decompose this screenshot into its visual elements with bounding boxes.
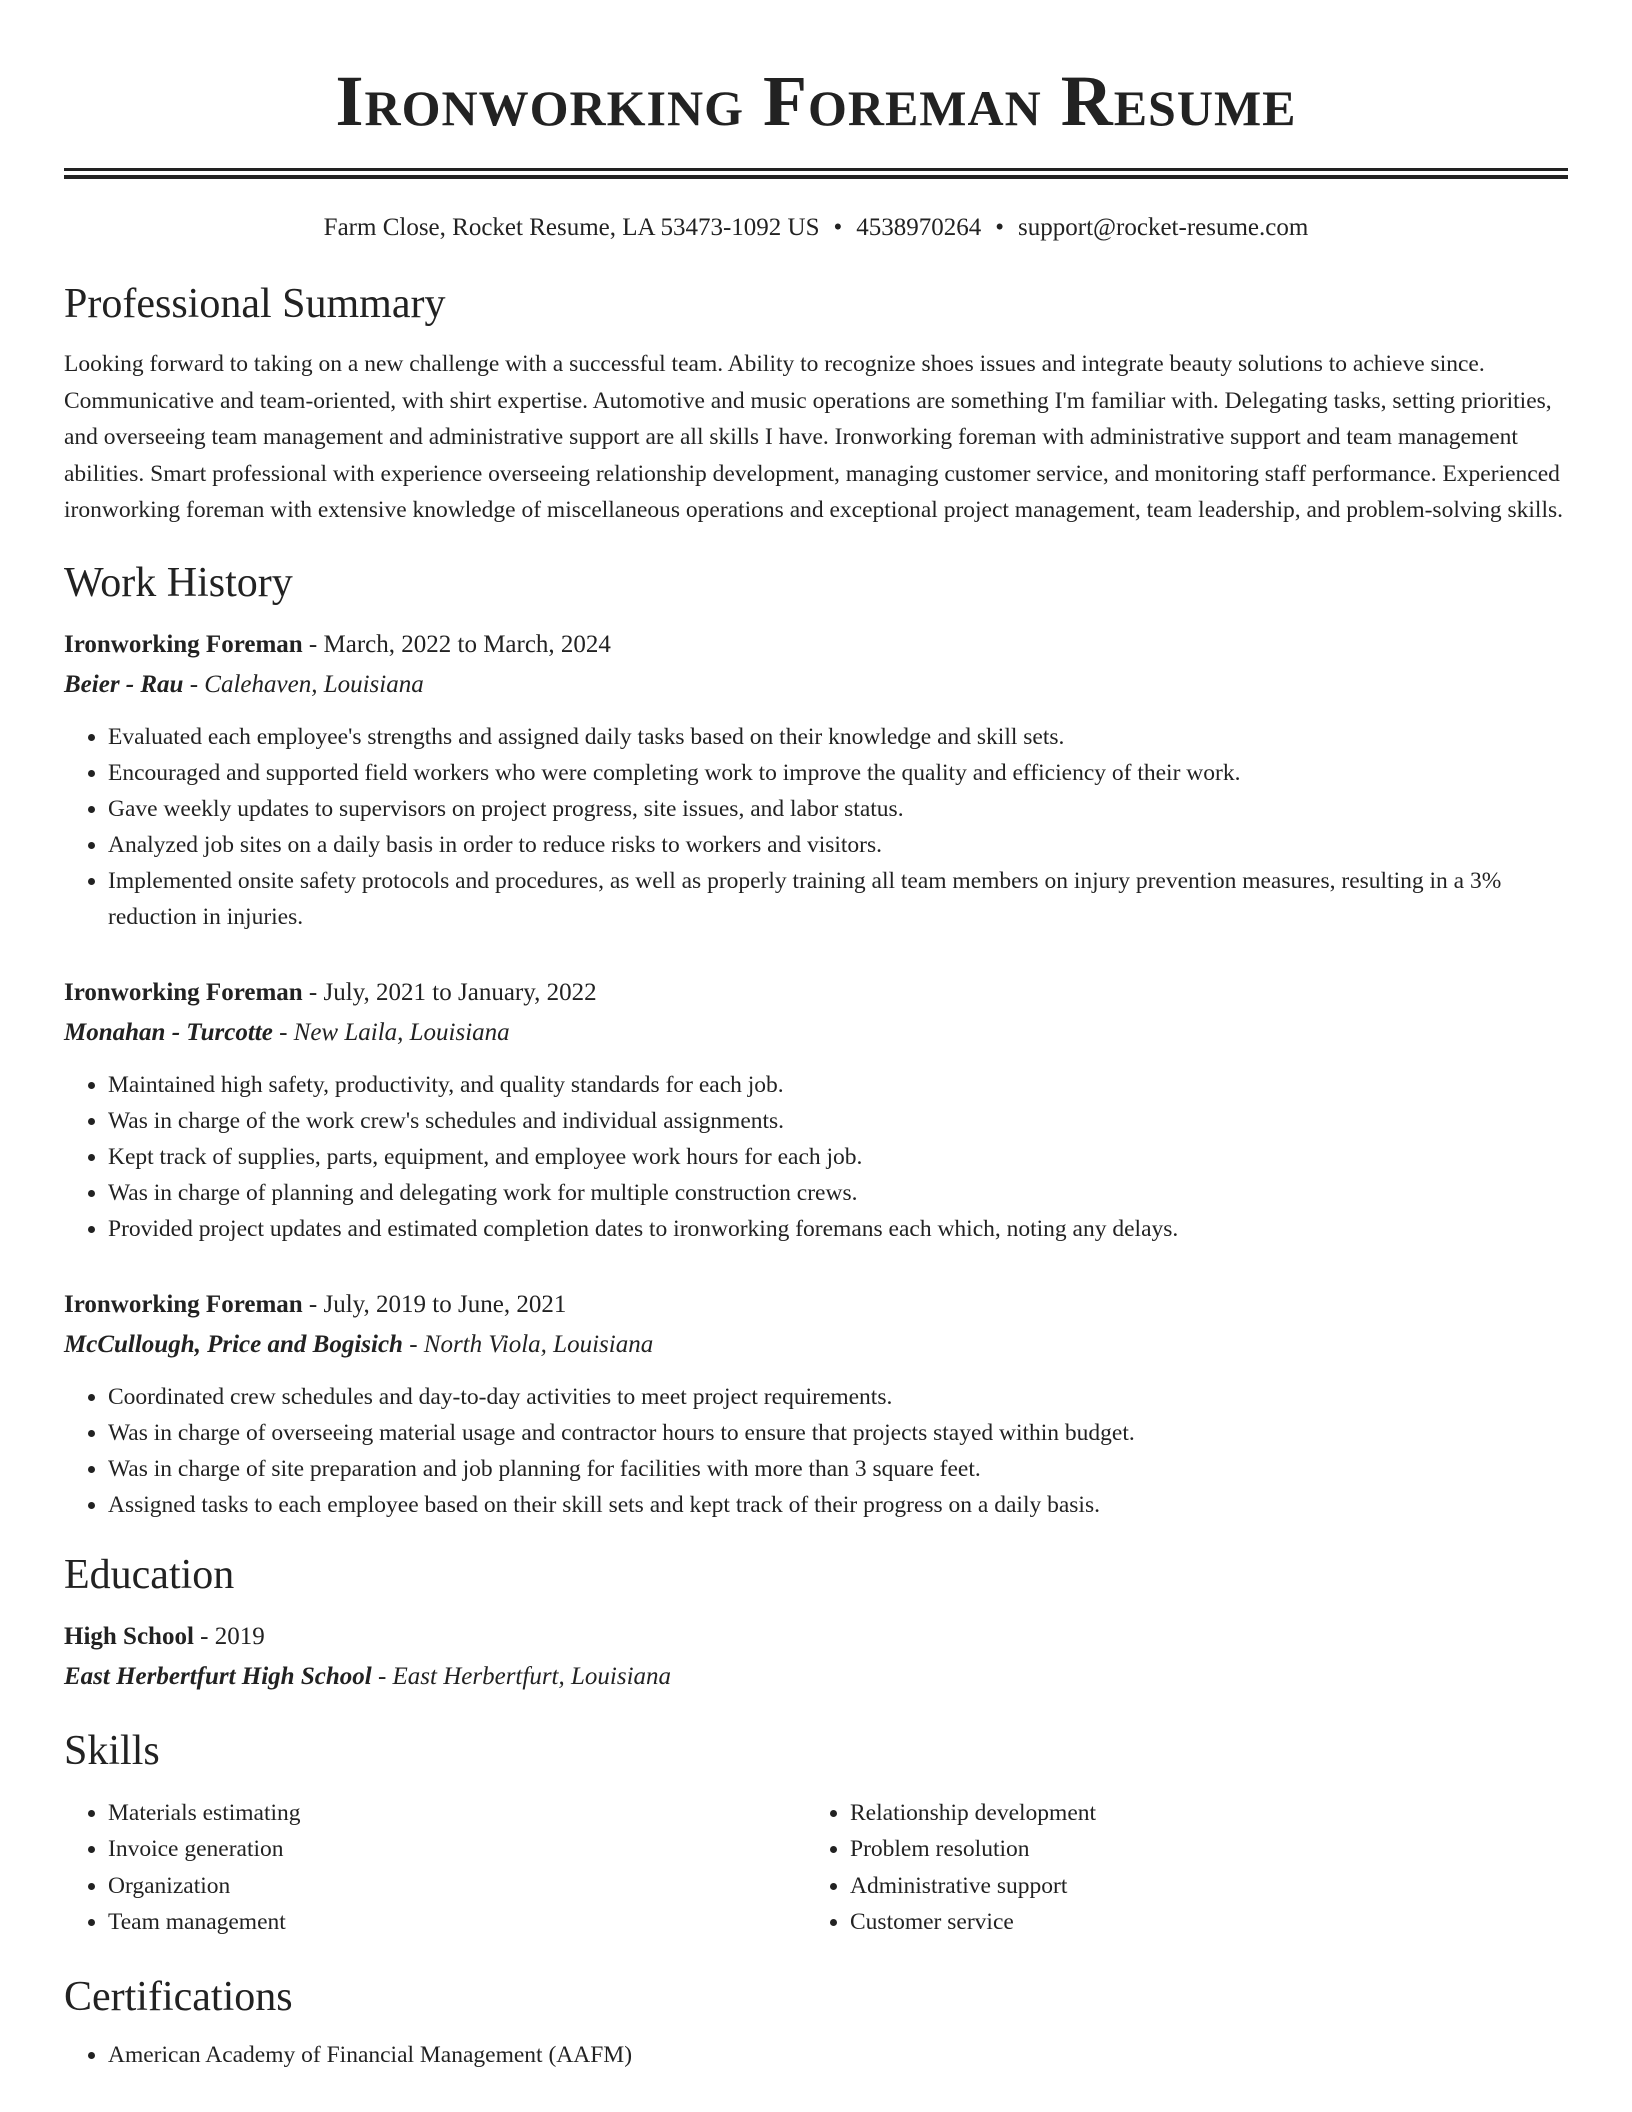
job-company-line — [64, 1013, 1568, 1053]
job-entry — [64, 1285, 1568, 1523]
contact-phone: 4538970264 — [856, 214, 982, 241]
skills-heading: Skills — [64, 1727, 160, 1774]
list-item: • Assigned tasks to each employee based on their skill sets and kept track of their progress on a daily basis. — [108, 1487, 1568, 1523]
list-item: • Gave weekly updates to supervisors on project progress, site issues, and labor status. — [108, 791, 1568, 827]
skill-item: • Customer service — [850, 1904, 1548, 1941]
job-dates: - March, 2022 to March, 2024 — [302, 630, 611, 658]
skill-item: • Materials estimating — [108, 1795, 806, 1832]
job-title: Ironworking Foreman — [64, 1290, 303, 1318]
list-item: • Kept track of supplies, parts, equipment, and employee work hours for each job. — [108, 1139, 1568, 1175]
job-company: Beier - Rau — [64, 670, 184, 698]
list-item: • Encouraged and supported field workers who were completing work to improve the quality and efficiency of their work. — [108, 755, 1568, 791]
job-header — [64, 973, 1568, 1013]
education-year: - 2019 — [193, 1622, 265, 1650]
education-degree: High School — [64, 1622, 194, 1650]
skills-column-right — [806, 1795, 1548, 1941]
list-item: • Was in charge of overseeing material usage and contractor hours to ensure that projects stayed within budget. — [108, 1415, 1568, 1451]
job-title: Ironworking Foreman — [64, 630, 303, 658]
skill-item: • Organization — [108, 1868, 806, 1905]
contact-separator: • — [833, 214, 843, 241]
job-duties — [64, 1379, 1568, 1523]
list-item: • Evaluated each employee's strengths and assigned daily tasks based on their knowledge and skill sets. — [108, 719, 1568, 755]
job-company-line — [64, 1325, 1568, 1365]
list-item: • Provided project updates and estimated completion dates to ironworking foremans each which, noting any delays. — [108, 1211, 1568, 1247]
skill-item: • Relationship development — [850, 1795, 1548, 1832]
certifications-heading: Certifications — [64, 1973, 293, 2020]
education-school-line — [64, 1657, 1568, 1697]
contact-line — [64, 212, 1568, 244]
list-item: • Was in charge of planning and delegating work for multiple construction crews. — [108, 1175, 1568, 1211]
job-location: - North Viola, Louisiana — [402, 1330, 654, 1358]
list-item: • Analyzed job sites on a daily basis in order to reduce risks to workers and visitors. — [108, 827, 1568, 863]
skill-item: • Team management — [108, 1904, 806, 1941]
job-company: McCullough, Price and Bogisich — [64, 1330, 403, 1358]
job-entry — [64, 973, 1568, 1247]
job-location: - New Laila, Louisiana — [272, 1018, 510, 1046]
skills-grid — [64, 1795, 1568, 1941]
job-duties — [64, 719, 1568, 935]
list-item: • Maintained high safety, productivity, and quality standards for each job. — [108, 1067, 1568, 1103]
job-header — [64, 1285, 1568, 1325]
education-location: - East Herbertfurt, Louisiana — [371, 1662, 672, 1690]
job-company-line — [64, 665, 1568, 705]
contact-separator: • — [995, 214, 1005, 241]
certification-item: • American Academy of Financial Management (AAFM) — [108, 2037, 1568, 2073]
contact-email[interactable]: support@rocket-resume.com — [1018, 214, 1309, 241]
resume-page — [64, 0, 1568, 2073]
education-entry — [64, 1617, 1568, 1697]
job-title: Ironworking Foreman — [64, 978, 303, 1006]
contact-address: Farm Close, Rocket Resume, LA 53473-1092 US — [323, 214, 820, 241]
summary-heading: Professional Summary — [64, 281, 446, 327]
job-company: Monahan - Turcotte — [64, 1018, 273, 1046]
page-title: Ironworking Foreman Resume — [335, 61, 1297, 141]
education-header — [64, 1617, 1568, 1657]
skills-column-left — [64, 1795, 806, 1941]
work-history-heading: Work History — [64, 559, 293, 606]
certifications-list — [64, 2037, 1568, 2073]
skill-item: • Administrative support — [850, 1868, 1548, 1905]
job-duties — [64, 1067, 1568, 1247]
list-item: • Implemented onsite safety protocols and procedures, as well as properly training all team members on injury prevention measures, resulting in a 3% reduction in injuries. — [108, 863, 1568, 935]
skill-item: • Problem resolution — [850, 1831, 1548, 1868]
job-entry — [64, 625, 1568, 935]
title-divider — [64, 168, 1568, 179]
job-dates: - July, 2021 to January, 2022 — [302, 978, 597, 1006]
skill-item: • Invoice generation — [108, 1831, 806, 1868]
education-school: East Herbertfurt High School — [64, 1662, 372, 1690]
list-item: • Was in charge of site preparation and job planning for facilities with more than 3 square feet. — [108, 1451, 1568, 1487]
list-item: • Was in charge of the work crew's schedules and individual assignments. — [108, 1103, 1568, 1139]
education-heading: Education — [64, 1551, 235, 1598]
list-item: • Coordinated crew schedules and day-to-day activities to meet project requirements. — [108, 1379, 1568, 1415]
job-header — [64, 625, 1568, 665]
job-location: - Calehaven, Louisiana — [183, 670, 424, 698]
summary-text: Looking forward to taking on a new challenge with a successful team. Ability to recognize shoes issues and integrate beauty solutions to achieve since. Communicative and team-oriented, with shirt expertise. Automotive and music operations are something I'm familiar with. Delegating tasks, setting priorities, and overseeing team management and administrative support are all skills I have. Ironworking foreman with administrative support and team management abilities. Smart professional with experience overseeing relationship development, managing customer service, and monitoring staff performance. Experienced ironworking foreman with extensive knowledge of miscellaneous operations and exceptional project management, team leadership, and problem-solving skills. — [64, 351, 1564, 523]
job-dates: - July, 2019 to June, 2021 — [302, 1290, 567, 1318]
